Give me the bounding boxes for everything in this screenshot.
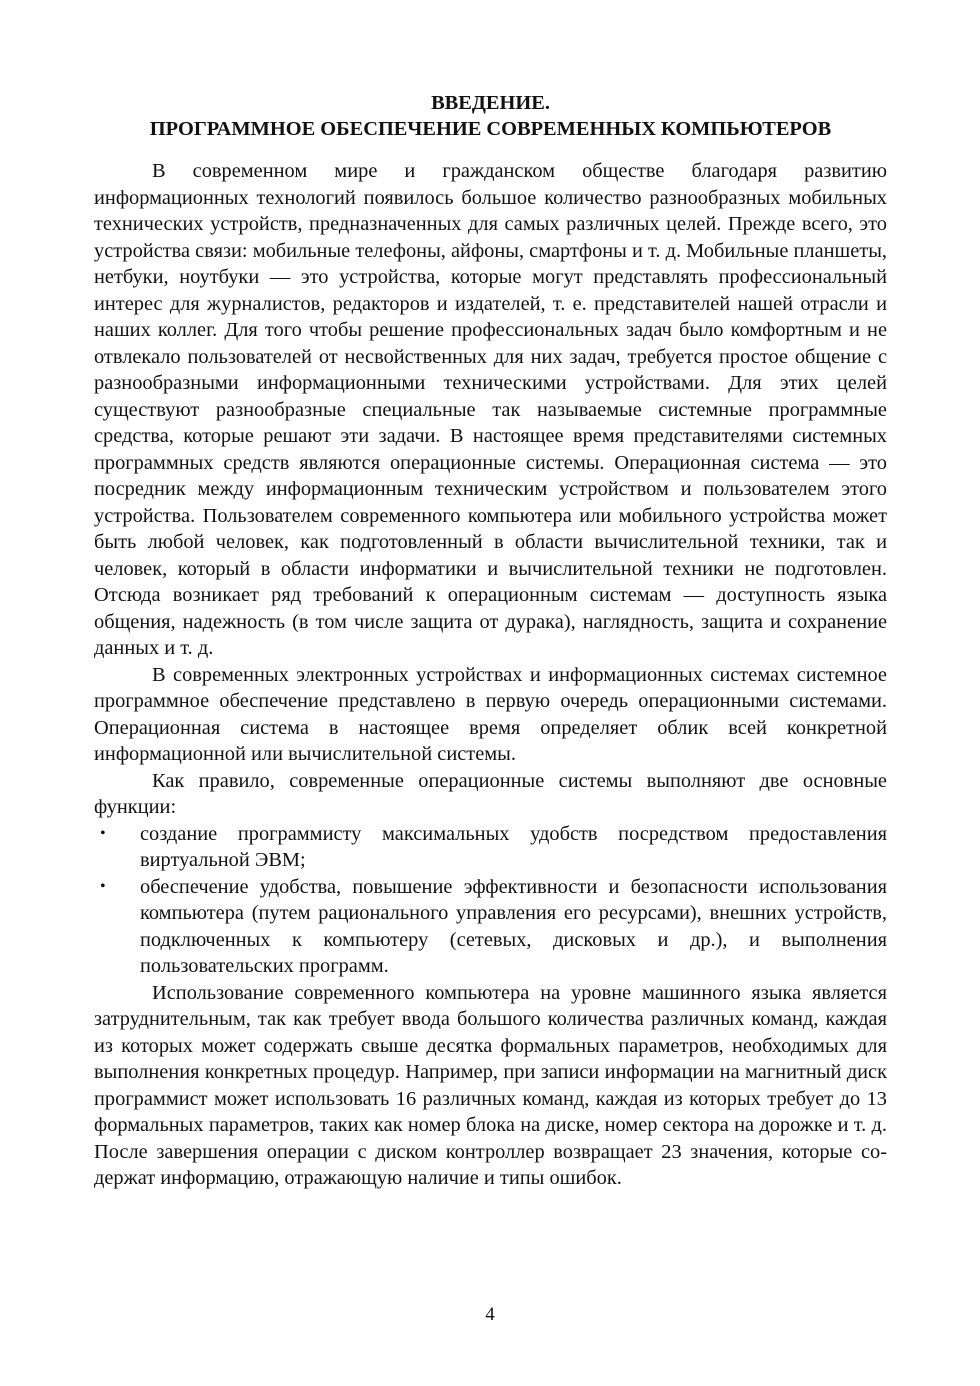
bullet-icon: • [100,824,106,842]
list-item [94,821,887,874]
paragraph-os-functions: Как правило, современные операционные системы выполняют две основные функции: [94,769,887,818]
page-number: 4 [485,1304,495,1325]
paragraph-intro: В современном мире и гражданском обществе благодаря развитию информационных технологий появилось большое количество разнообразных мобильных технических устройств, предназначенных для самых различных целей. Прежде всего, это устройства связи: мобильные телефоны, айфоны, смартфоны и т. д. Мобильные планшеты, нетбуки, ноутбуки — это устройства, которые могут представлять профессиональный интерес для журналистов, редакторов и издателей, т. е. представителей нашей отрасли и наших коллег. Для того чтобы решение профессиональных задач было комфортным и не отвлекало пользователей от несвойственных для них задач, требуется простое общение с разнообразными информационными техническими устройствами. Для этих целей существуют разнообразные специальные так называемые системные программные средства, которые решают эти задачи. В настоящее время представителями системных программных средств являются операционные системы. Операционная система — это посредник между информационным техническим устройством и пользователем этого устройства. Пользователем современного компьютера или мобильного устройства может быть любой человек, как подготовленный в области вычислительной техники, так и человек, который в области информатики и вычислительной техники не подготовлен. Отсюда возникает ряд требований к операционным системам — доступность языка общения, надежность (в том числе защита от дурака), наглядность, защита и сохранение данных и т. д. [94,160,887,659]
list-item-text: обеспечение удобства, повышение эффективности и безопасности использования компьютера (путем рационального управления его ресурсами), внешних устройств, подключенных к компьютеру (сетевых, дисковых и др.), и выполнения пользовательских программ. [140,875,887,977]
bullet-icon: • [100,877,106,895]
paragraph-system-software: В современных электронных устройствах и информационных системах системное программное обеспечение представлено в первую очередь операционными системами. Операционная система в настоящее время определяет облик всей конкретной информационной или вычислительной системы. [94,663,887,765]
list-item [94,874,887,980]
title-line-1: ВВЕДЕНИЕ. [431,92,550,114]
document-page [94,90,887,1192]
list-item-text: создание программисту максимальных удобств посредством предоставления виртуальной ЭВМ; [140,822,887,871]
page-title [94,90,887,142]
paragraph-machine-language: Использование современного компьютера на уровне машинного языка является затруднительным, так как требует ввода большого количества различных команд, каждая из которых может содержать свыше десятка формальных параметров, необходимых для выполнения конкретных процедур. Например, при записи информации на магнитный диск программист может использовать 16 различных команд, каждая из которых требует до 13 формальных параметров, таких как номер блока на диске, номер сектора на дорожке и т. д. После завершения операции с диском контроллер возвращает 23 значения, которые содержат информацию, отражающую наличие и типы ошибок. [94,981,887,1189]
title-line-2: ПРОГРАММНОЕ ОБЕСПЕЧЕНИЕ СОВРЕМЕННЫХ КОМПЬЮТЕРОВ [149,118,832,140]
os-functions-list [94,821,887,980]
